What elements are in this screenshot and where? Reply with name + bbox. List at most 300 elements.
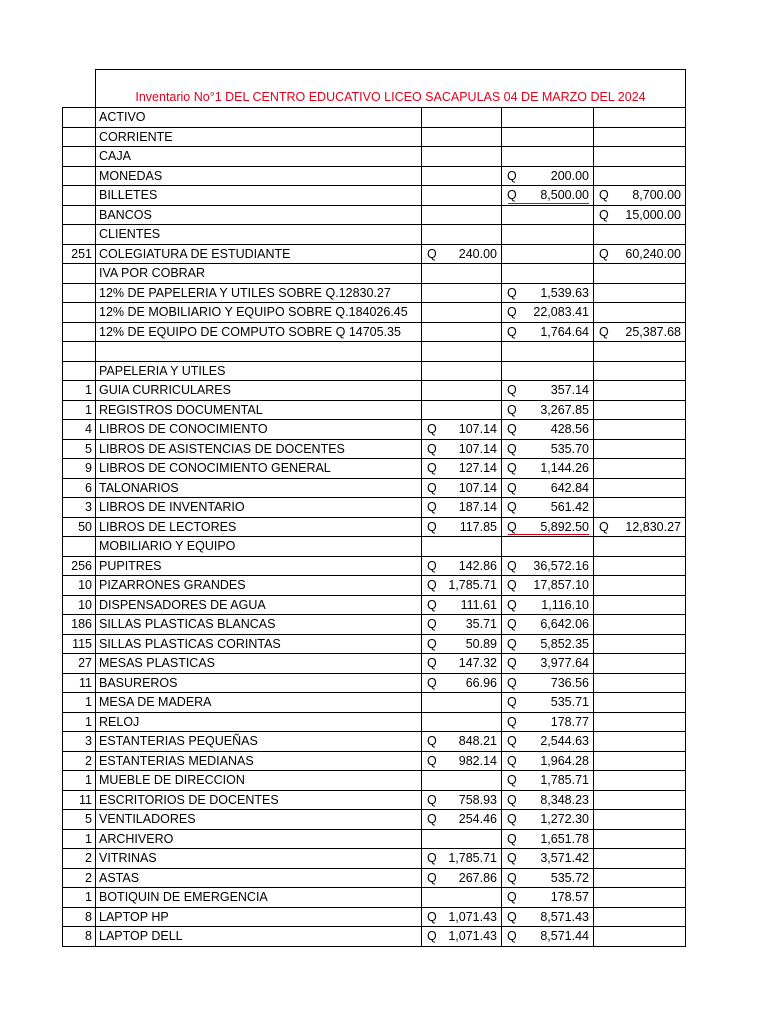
subtotal-cell bbox=[502, 283, 594, 303]
subtotal-cell bbox=[502, 303, 594, 323]
unit-price-cell bbox=[422, 771, 502, 791]
currency-symbol: Q bbox=[599, 207, 609, 222]
currency-symbol: Q bbox=[507, 734, 517, 748]
unit-price-cell bbox=[422, 693, 502, 713]
description-cell: MESA DE MADERA bbox=[96, 693, 422, 713]
amount-value: 1,764.64 bbox=[540, 324, 589, 339]
table-row bbox=[63, 244, 686, 264]
currency-symbol: Q bbox=[599, 324, 609, 339]
currency-symbol: Q bbox=[427, 246, 437, 261]
description-cell: PUPITRES bbox=[96, 556, 422, 576]
unit-price-cell bbox=[422, 225, 502, 245]
unit-price-cell bbox=[422, 810, 502, 830]
currency-symbol: Q bbox=[507, 656, 517, 670]
description-cell: BASUREROS bbox=[96, 673, 422, 693]
description-cell: SILLAS PLASTICAS BLANCAS bbox=[96, 615, 422, 635]
subtotal-cell bbox=[502, 634, 594, 654]
currency-symbol: Q bbox=[427, 617, 437, 631]
unit-price-cell bbox=[422, 927, 502, 947]
unit-price-cell bbox=[422, 537, 502, 557]
currency-symbol: Q bbox=[507, 558, 517, 573]
unit-price-cell bbox=[422, 576, 502, 596]
amount-value: 2,544.63 bbox=[540, 734, 589, 748]
unit-price-cell bbox=[422, 244, 502, 264]
table-row bbox=[63, 810, 686, 830]
amount-value: 66.96 bbox=[465, 675, 497, 690]
table-row bbox=[63, 771, 686, 791]
description-cell: MUEBLE DE DIRECCION bbox=[96, 771, 422, 791]
unit-price-cell bbox=[422, 751, 502, 771]
amount-value: 1,539.63 bbox=[540, 285, 589, 300]
table-row bbox=[63, 303, 686, 323]
table-row bbox=[63, 361, 686, 381]
amount-value: 8,500.00 bbox=[540, 188, 589, 202]
total-cell bbox=[594, 459, 686, 479]
table-row bbox=[63, 849, 686, 869]
table-row bbox=[63, 790, 686, 810]
table-row bbox=[63, 498, 686, 518]
description-cell: LIBROS DE ASISTENCIAS DE DOCENTES bbox=[96, 439, 422, 459]
total-cell bbox=[594, 732, 686, 752]
table-row bbox=[63, 615, 686, 635]
amount-value: 147.32 bbox=[458, 656, 497, 670]
amount-value: 111.61 bbox=[460, 597, 497, 612]
quantity-cell: 10 bbox=[63, 595, 96, 615]
table-row bbox=[63, 634, 686, 654]
amount-value: 1,071.43 bbox=[448, 909, 497, 924]
quantity-cell: 10 bbox=[63, 576, 96, 596]
currency-symbol: Q bbox=[507, 324, 517, 339]
currency-symbol: Q bbox=[507, 305, 517, 319]
currency-symbol: Q bbox=[507, 675, 517, 690]
description-cell: DISPENSADORES DE AGUA bbox=[96, 595, 422, 615]
quantity-cell: 2 bbox=[63, 868, 96, 888]
currency-symbol: Q bbox=[599, 519, 609, 534]
subtotal-cell bbox=[502, 264, 594, 284]
amount-value: 1,651.78 bbox=[540, 831, 589, 846]
description-cell: IVA POR COBRAR bbox=[96, 264, 422, 284]
amount-value: 1,144.26 bbox=[540, 461, 589, 475]
total-cell bbox=[594, 147, 686, 167]
table-row bbox=[63, 888, 686, 908]
total-cell bbox=[594, 342, 686, 362]
table-row bbox=[63, 381, 686, 401]
amount-value: 3,571.42 bbox=[540, 851, 589, 865]
subtotal-cell bbox=[502, 381, 594, 401]
description-cell: REGISTROS DOCUMENTAL bbox=[96, 400, 422, 420]
subtotal-cell bbox=[502, 849, 594, 869]
unit-price-cell bbox=[422, 712, 502, 732]
quantity-cell: 11 bbox=[63, 790, 96, 810]
currency-symbol: Q bbox=[507, 909, 517, 924]
description-cell: COLEGIATURA DE ESTUDIANTE bbox=[96, 244, 422, 264]
unit-price-cell bbox=[422, 342, 502, 362]
currency-symbol: Q bbox=[427, 792, 437, 807]
currency-symbol: Q bbox=[427, 851, 437, 865]
total-cell bbox=[594, 225, 686, 245]
description-cell: MOBILIARIO Y EQUIPO bbox=[96, 537, 422, 557]
total-cell bbox=[594, 790, 686, 810]
amount-value: 982.14 bbox=[458, 753, 497, 768]
total-cell bbox=[594, 556, 686, 576]
quantity-cell bbox=[63, 303, 96, 323]
unit-price-cell bbox=[422, 888, 502, 908]
table-row bbox=[63, 595, 686, 615]
amount-value: 1,964.28 bbox=[540, 753, 589, 768]
total-cell bbox=[594, 283, 686, 303]
table-row bbox=[63, 420, 686, 440]
subtotal-cell bbox=[502, 361, 594, 381]
total-cell bbox=[594, 771, 686, 791]
total-cell bbox=[594, 322, 686, 342]
currency-symbol: Q bbox=[507, 519, 517, 534]
subtotal-cell bbox=[502, 654, 594, 674]
quantity-cell: 11 bbox=[63, 673, 96, 693]
unit-price-cell bbox=[422, 283, 502, 303]
amount-value: 187.14 bbox=[458, 500, 497, 514]
quantity-cell: 27 bbox=[63, 654, 96, 674]
amount-value: 561.42 bbox=[550, 500, 589, 514]
total-cell bbox=[594, 595, 686, 615]
quantity-cell: 1 bbox=[63, 712, 96, 732]
amount-value: 1,272.30 bbox=[540, 812, 589, 826]
table-row bbox=[63, 868, 686, 888]
unit-price-cell bbox=[422, 166, 502, 186]
unit-price-cell bbox=[422, 303, 502, 323]
description-cell: LAPTOP DELL bbox=[96, 927, 422, 947]
total-cell bbox=[594, 888, 686, 908]
unit-price-cell bbox=[422, 868, 502, 888]
subtotal-cell bbox=[502, 205, 594, 225]
inventory-body bbox=[63, 70, 686, 947]
description-cell: ARCHIVERO bbox=[96, 829, 422, 849]
total-cell bbox=[594, 849, 686, 869]
description-cell: RELOJ bbox=[96, 712, 422, 732]
quantity-cell: 4 bbox=[63, 420, 96, 440]
unit-price-cell bbox=[422, 615, 502, 635]
table-row bbox=[63, 751, 686, 771]
unit-price-cell bbox=[422, 439, 502, 459]
subtotal-cell bbox=[502, 556, 594, 576]
amount-value: 8,571.44 bbox=[540, 929, 589, 943]
table-row bbox=[63, 342, 686, 362]
amount-value: 736.56 bbox=[550, 675, 589, 690]
subtotal-cell bbox=[502, 810, 594, 830]
description-cell: 12% DE PAPELERIA Y UTILES SOBRE Q.12830.27 bbox=[96, 283, 422, 303]
description-cell: VENTILADORES bbox=[96, 810, 422, 830]
subtotal-cell bbox=[502, 244, 594, 264]
quantity-cell: 186 bbox=[63, 615, 96, 635]
table-row bbox=[63, 712, 686, 732]
total-cell bbox=[594, 186, 686, 206]
total-cell bbox=[594, 751, 686, 771]
description-cell: CORRIENTE bbox=[96, 127, 422, 147]
currency-symbol: Q bbox=[507, 461, 517, 475]
amount-value: 25,387.68 bbox=[625, 324, 681, 339]
total-cell bbox=[594, 654, 686, 674]
quantity-cell: 9 bbox=[63, 459, 96, 479]
subtotal-cell bbox=[502, 888, 594, 908]
currency-symbol: Q bbox=[507, 168, 517, 183]
table-row bbox=[63, 439, 686, 459]
quantity-cell bbox=[63, 205, 96, 225]
description-cell: MONEDAS bbox=[96, 166, 422, 186]
subtotal-cell bbox=[502, 342, 594, 362]
currency-symbol: Q bbox=[427, 519, 437, 534]
description-cell: ACTIVO bbox=[96, 108, 422, 128]
total-cell bbox=[594, 420, 686, 440]
table-row bbox=[63, 829, 686, 849]
description-cell bbox=[96, 342, 422, 362]
subtotal-cell bbox=[502, 108, 594, 128]
currency-symbol: Q bbox=[427, 656, 437, 670]
description-cell: BILLETES bbox=[96, 186, 422, 206]
amount-value: 254.46 bbox=[458, 812, 497, 826]
unit-price-cell bbox=[422, 595, 502, 615]
description-cell: VITRINAS bbox=[96, 849, 422, 869]
quantity-cell bbox=[63, 322, 96, 342]
unit-price-cell bbox=[422, 205, 502, 225]
total-cell bbox=[594, 517, 686, 537]
description-cell: BOTIQUIN DE EMERGENCIA bbox=[96, 888, 422, 908]
table-row bbox=[63, 127, 686, 147]
table-row bbox=[63, 205, 686, 225]
subtotal-cell bbox=[502, 147, 594, 167]
amount-value: 5,852.35 bbox=[540, 636, 589, 651]
amount-value: 117.85 bbox=[459, 519, 497, 534]
amount-value: 1,785.71 bbox=[448, 851, 497, 865]
subtotal-cell bbox=[502, 459, 594, 479]
description-cell: CAJA bbox=[96, 147, 422, 167]
currency-symbol: Q bbox=[599, 246, 609, 261]
quantity-cell: 1 bbox=[63, 693, 96, 713]
currency-symbol: Q bbox=[427, 480, 437, 495]
table-row bbox=[63, 517, 686, 537]
currency-symbol: Q bbox=[507, 402, 517, 417]
total-cell bbox=[594, 576, 686, 596]
currency-symbol: Q bbox=[507, 870, 517, 885]
total-cell bbox=[594, 244, 686, 264]
description-cell: LAPTOP HP bbox=[96, 907, 422, 927]
quantity-cell: 2 bbox=[63, 849, 96, 869]
quantity-cell bbox=[63, 537, 96, 557]
currency-symbol: Q bbox=[507, 383, 517, 397]
quantity-cell: 1 bbox=[63, 771, 96, 791]
currency-symbol: Q bbox=[507, 188, 517, 202]
amount-value: 1,785.71 bbox=[448, 578, 497, 592]
currency-symbol: Q bbox=[427, 675, 437, 690]
amount-value: 5,892.50 bbox=[540, 519, 589, 534]
description-cell: LIBROS DE CONOCIMIENTO bbox=[96, 420, 422, 440]
unit-price-cell bbox=[422, 459, 502, 479]
unit-price-cell bbox=[422, 108, 502, 128]
currency-symbol: Q bbox=[507, 753, 517, 768]
total-cell bbox=[594, 303, 686, 323]
unit-price-cell bbox=[422, 673, 502, 693]
total-cell bbox=[594, 907, 686, 927]
unit-price-cell bbox=[422, 732, 502, 752]
total-cell bbox=[594, 381, 686, 401]
description-cell: PAPELERIA Y UTILES bbox=[96, 361, 422, 381]
quantity-cell: 2 bbox=[63, 751, 96, 771]
total-cell bbox=[594, 673, 686, 693]
amount-value: 642.84 bbox=[550, 480, 589, 495]
subtotal-cell bbox=[502, 907, 594, 927]
amount-value: 142.86 bbox=[458, 558, 497, 573]
subtotal-cell bbox=[502, 790, 594, 810]
quantity-cell bbox=[63, 166, 96, 186]
quantity-cell: 8 bbox=[63, 927, 96, 947]
currency-symbol: Q bbox=[427, 929, 437, 943]
quantity-cell bbox=[63, 283, 96, 303]
unit-price-cell bbox=[422, 556, 502, 576]
unit-price-cell bbox=[422, 498, 502, 518]
quantity-cell: 251 bbox=[63, 244, 96, 264]
amount-value: 357.14 bbox=[550, 383, 589, 397]
quantity-cell: 1 bbox=[63, 888, 96, 908]
subtotal-cell bbox=[502, 868, 594, 888]
currency-symbol: Q bbox=[427, 636, 437, 651]
amount-value: 3,977.64 bbox=[540, 656, 589, 670]
currency-symbol: Q bbox=[507, 500, 517, 514]
subtotal-cell bbox=[502, 517, 594, 537]
unit-price-cell bbox=[422, 147, 502, 167]
currency-symbol: Q bbox=[427, 500, 437, 514]
unit-price-cell bbox=[422, 478, 502, 498]
description-cell: LIBROS DE INVENTARIO bbox=[96, 498, 422, 518]
subtotal-cell bbox=[502, 732, 594, 752]
currency-symbol: Q bbox=[507, 441, 517, 456]
quantity-cell bbox=[63, 127, 96, 147]
currency-symbol: Q bbox=[427, 812, 437, 826]
subtotal-cell bbox=[502, 829, 594, 849]
quantity-cell bbox=[63, 108, 96, 128]
amount-value: 240.00 bbox=[458, 246, 497, 261]
subtotal-cell bbox=[502, 595, 594, 615]
subtotal-cell bbox=[502, 712, 594, 732]
currency-symbol: Q bbox=[507, 929, 517, 943]
subtotal-cell bbox=[502, 498, 594, 518]
unit-price-cell bbox=[422, 790, 502, 810]
currency-symbol: Q bbox=[427, 461, 437, 475]
subtotal-cell bbox=[502, 576, 594, 596]
quantity-cell: 6 bbox=[63, 478, 96, 498]
currency-symbol: Q bbox=[507, 851, 517, 865]
unit-price-cell bbox=[422, 381, 502, 401]
total-cell bbox=[594, 127, 686, 147]
total-cell bbox=[594, 712, 686, 732]
description-cell: GUIA CURRICULARES bbox=[96, 381, 422, 401]
unit-price-cell bbox=[422, 634, 502, 654]
amount-value: 15,000.00 bbox=[625, 207, 681, 222]
quantity-cell: 3 bbox=[63, 732, 96, 752]
unit-price-cell bbox=[422, 361, 502, 381]
amount-value: 17,857.10 bbox=[533, 578, 589, 592]
description-cell: PIZARRONES GRANDES bbox=[96, 576, 422, 596]
amount-value: 107.14 bbox=[458, 422, 497, 436]
currency-symbol: Q bbox=[427, 909, 437, 924]
subtotal-cell bbox=[502, 127, 594, 147]
currency-symbol: Q bbox=[507, 831, 517, 846]
total-cell bbox=[594, 634, 686, 654]
quantity-cell: 5 bbox=[63, 810, 96, 830]
description-cell: SILLAS PLASTICAS CORINTAS bbox=[96, 634, 422, 654]
amount-value: 3,267.85 bbox=[540, 402, 589, 417]
quantity-cell: 256 bbox=[63, 556, 96, 576]
table-row bbox=[63, 264, 686, 284]
subtotal-cell bbox=[502, 751, 594, 771]
currency-symbol: Q bbox=[427, 578, 437, 592]
table-row bbox=[63, 576, 686, 596]
description-cell: ESTANTERIAS MEDIANAS bbox=[96, 751, 422, 771]
amount-value: 107.14 bbox=[458, 441, 497, 456]
description-cell: ASTAS bbox=[96, 868, 422, 888]
amount-value: 12,830.27 bbox=[625, 519, 681, 534]
total-cell bbox=[594, 927, 686, 947]
unit-price-cell bbox=[422, 322, 502, 342]
amount-value: 1,116.10 bbox=[541, 597, 589, 612]
total-cell bbox=[594, 478, 686, 498]
unit-price-cell bbox=[422, 400, 502, 420]
table-row bbox=[63, 927, 686, 947]
currency-symbol: Q bbox=[507, 695, 517, 709]
total-cell bbox=[594, 166, 686, 186]
currency-symbol: Q bbox=[507, 597, 517, 612]
amount-value: 178.77 bbox=[550, 714, 589, 729]
quantity-cell: 50 bbox=[63, 517, 96, 537]
quantity-cell bbox=[63, 186, 96, 206]
quantity-cell: 1 bbox=[63, 829, 96, 849]
total-cell bbox=[594, 108, 686, 128]
quantity-cell bbox=[63, 147, 96, 167]
total-cell bbox=[594, 205, 686, 225]
currency-symbol: Q bbox=[507, 617, 517, 631]
table-row bbox=[63, 283, 686, 303]
unit-price-cell bbox=[422, 849, 502, 869]
total-cell bbox=[594, 400, 686, 420]
amount-value: 22,083.41 bbox=[533, 305, 589, 319]
table-row bbox=[63, 108, 686, 128]
title-row bbox=[63, 70, 686, 108]
table-row bbox=[63, 478, 686, 498]
table-row bbox=[63, 907, 686, 927]
unit-price-cell bbox=[422, 654, 502, 674]
quantity-cell bbox=[63, 342, 96, 362]
table-row bbox=[63, 693, 686, 713]
subtotal-cell bbox=[502, 478, 594, 498]
total-cell bbox=[594, 615, 686, 635]
amount-value: 8,700.00 bbox=[632, 188, 681, 202]
quantity-cell: 115 bbox=[63, 634, 96, 654]
description-cell: LIBROS DE LECTORES bbox=[96, 517, 422, 537]
quantity-cell: 5 bbox=[63, 439, 96, 459]
currency-symbol: Q bbox=[427, 441, 437, 456]
unit-price-cell bbox=[422, 420, 502, 440]
quantity-cell: 8 bbox=[63, 907, 96, 927]
amount-value: 107.14 bbox=[458, 480, 497, 495]
table-row bbox=[63, 225, 686, 245]
currency-symbol: Q bbox=[427, 558, 437, 573]
currency-symbol: Q bbox=[507, 636, 517, 651]
quantity-cell bbox=[63, 225, 96, 245]
sheet-title: Inventario No°1 DEL CENTRO EDUCATIVO LICEO SACAPULAS 04 DE MARZO DEL 2024 bbox=[96, 70, 686, 108]
quantity-cell: 3 bbox=[63, 498, 96, 518]
unit-price-cell bbox=[422, 127, 502, 147]
amount-value: 848.21 bbox=[458, 734, 497, 748]
currency-symbol: Q bbox=[599, 188, 609, 202]
title-corner-cell bbox=[63, 70, 96, 108]
currency-symbol: Q bbox=[507, 714, 517, 729]
